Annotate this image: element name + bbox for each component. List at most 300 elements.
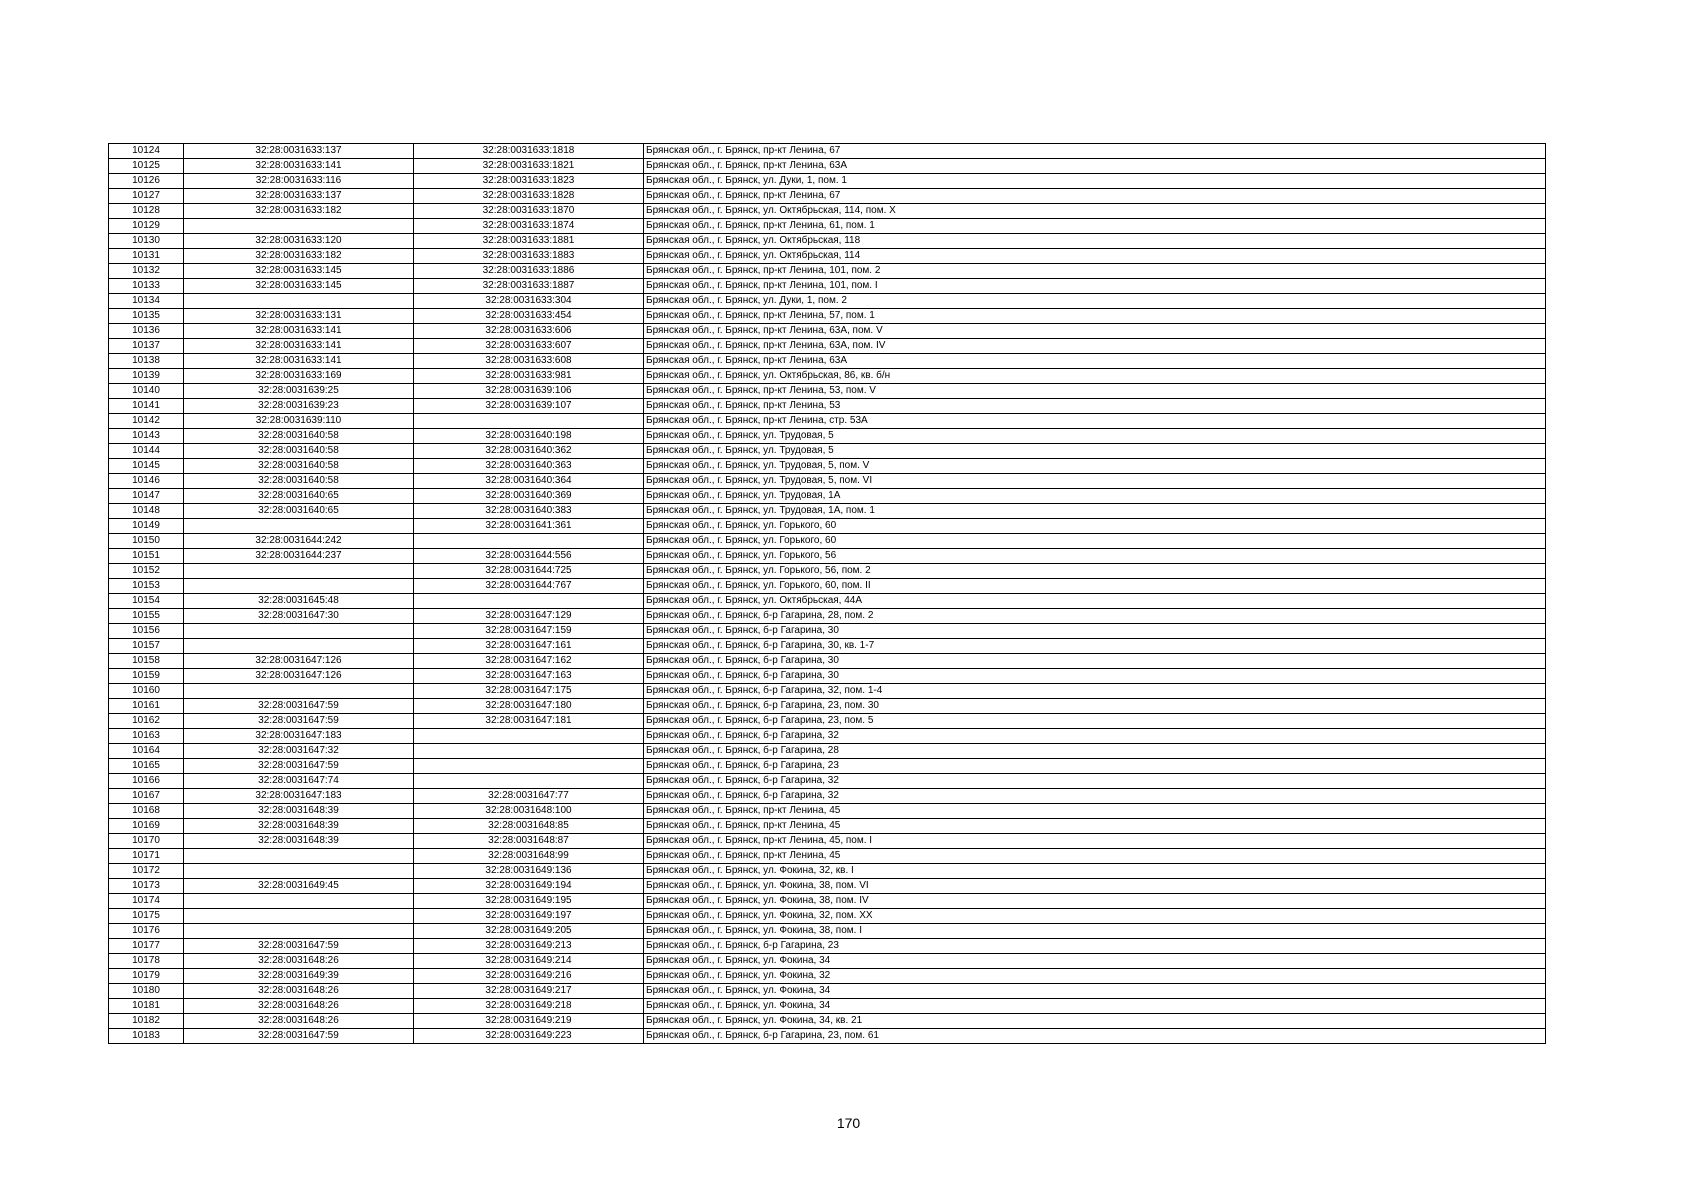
object-number-cell: 32:28:0031640:198 <box>414 429 644 444</box>
row-number-cell: 10156 <box>109 624 184 639</box>
land-plot-number-cell: 32:28:0031647:59 <box>184 759 414 774</box>
row-number-cell: 10146 <box>109 474 184 489</box>
row-number-cell: 10136 <box>109 324 184 339</box>
land-plot-number-cell: 32:28:0031648:26 <box>184 954 414 969</box>
row-number-cell: 10138 <box>109 354 184 369</box>
table-row <box>109 594 1546 609</box>
address-cell: Брянская обл., г. Брянск, пр-кт Ленина, стр. 53А <box>644 414 1546 429</box>
object-number-cell: 32:28:0031648:100 <box>414 804 644 819</box>
object-number-cell: 32:28:0031647:175 <box>414 684 644 699</box>
address-cell: Брянская обл., г. Брянск, б-р Гагарина, 23, пом. 5 <box>644 714 1546 729</box>
object-number-cell: 32:28:0031633:1881 <box>414 234 644 249</box>
address-cell: Брянская обл., г. Брянск, ул. Горького, 60, пом. II <box>644 579 1546 594</box>
address-cell: Брянская обл., г. Брянск, б-р Гагарина, 30 <box>644 654 1546 669</box>
row-number-cell: 10152 <box>109 564 184 579</box>
address-cell: Брянская обл., г. Брянск, ул. Горького, 56 <box>644 549 1546 564</box>
object-number-cell: 32:28:0031649:194 <box>414 879 644 894</box>
table-row <box>109 894 1546 909</box>
row-number-cell: 10127 <box>109 189 184 204</box>
table-row <box>109 729 1546 744</box>
object-number-cell: 32:28:0031648:85 <box>414 819 644 834</box>
land-plot-number-cell <box>184 294 414 309</box>
object-number-cell: 32:28:0031633:1818 <box>414 144 644 159</box>
object-number-cell: 32:28:0031649:214 <box>414 954 644 969</box>
row-number-cell: 10170 <box>109 834 184 849</box>
land-plot-number-cell <box>184 579 414 594</box>
object-number-cell: 32:28:0031647:180 <box>414 699 644 714</box>
land-plot-number-cell: 32:28:0031633:116 <box>184 174 414 189</box>
object-number-cell <box>414 774 644 789</box>
row-number-cell: 10166 <box>109 774 184 789</box>
address-cell: Брянская обл., г. Брянск, ул. Фокина, 32, пом. XX <box>644 909 1546 924</box>
row-number-cell: 10142 <box>109 414 184 429</box>
address-cell: Брянская обл., г. Брянск, б-р Гагарина, 32 <box>644 789 1546 804</box>
land-plot-number-cell: 32:28:0031648:26 <box>184 1014 414 1029</box>
row-number-cell: 10164 <box>109 744 184 759</box>
row-number-cell: 10173 <box>109 879 184 894</box>
land-plot-number-cell: 32:28:0031633:145 <box>184 279 414 294</box>
address-cell: Брянская обл., г. Брянск, б-р Гагарина, 23 <box>644 759 1546 774</box>
table-row <box>109 234 1546 249</box>
land-plot-number-cell: 32:28:0031648:39 <box>184 834 414 849</box>
table-row <box>109 954 1546 969</box>
address-cell: Брянская обл., г. Брянск, пр-кт Ленина, 67 <box>644 189 1546 204</box>
land-plot-number-cell: 32:28:0031633:131 <box>184 309 414 324</box>
table-row <box>109 189 1546 204</box>
row-number-cell: 10154 <box>109 594 184 609</box>
object-number-cell <box>414 414 644 429</box>
table-row <box>109 489 1546 504</box>
land-plot-number-cell: 32:28:0031640:58 <box>184 444 414 459</box>
table-row <box>109 969 1546 984</box>
row-number-cell: 10140 <box>109 384 184 399</box>
row-number-cell: 10147 <box>109 489 184 504</box>
address-cell: Брянская обл., г. Брянск, ул. Фокина, 32 <box>644 969 1546 984</box>
address-cell: Брянская обл., г. Брянск, ул. Фокина, 38, пом. VI <box>644 879 1546 894</box>
address-cell: Брянская обл., г. Брянск, б-р Гагарина, 28 <box>644 744 1546 759</box>
object-number-cell <box>414 534 644 549</box>
object-number-cell: 32:28:0031649:219 <box>414 1014 644 1029</box>
address-cell: Брянская обл., г. Брянск, пр-кт Ленина, 61, пом. 1 <box>644 219 1546 234</box>
row-number-cell: 10177 <box>109 939 184 954</box>
object-number-cell: 32:28:0031649:213 <box>414 939 644 954</box>
address-cell: Брянская обл., г. Брянск, пр-кт Ленина, 45 <box>644 849 1546 864</box>
table-row <box>109 159 1546 174</box>
land-plot-number-cell: 32:28:0031639:110 <box>184 414 414 429</box>
table-row <box>109 444 1546 459</box>
row-number-cell: 10153 <box>109 579 184 594</box>
address-cell: Брянская обл., г. Брянск, пр-кт Ленина, 63А, пом. IV <box>644 339 1546 354</box>
object-number-cell <box>414 744 644 759</box>
object-number-cell: 32:28:0031633:608 <box>414 354 644 369</box>
object-number-cell: 32:28:0031647:163 <box>414 669 644 684</box>
land-plot-number-cell: 32:28:0031647:59 <box>184 714 414 729</box>
land-plot-number-cell: 32:28:0031647:74 <box>184 774 414 789</box>
table-row <box>109 399 1546 414</box>
table-row <box>109 939 1546 954</box>
address-cell: Брянская обл., г. Брянск, ул. Горького, 60 <box>644 534 1546 549</box>
table-row <box>109 549 1546 564</box>
table-row <box>109 834 1546 849</box>
object-number-cell: 32:28:0031633:1886 <box>414 264 644 279</box>
table-row <box>109 804 1546 819</box>
row-number-cell: 10178 <box>109 954 184 969</box>
row-number-cell: 10163 <box>109 729 184 744</box>
row-number-cell: 10132 <box>109 264 184 279</box>
table-row <box>109 984 1546 999</box>
table-row <box>109 264 1546 279</box>
row-number-cell: 10158 <box>109 654 184 669</box>
row-number-cell: 10145 <box>109 459 184 474</box>
address-cell: Брянская обл., г. Брянск, б-р Гагарина, 32, пом. 1-4 <box>644 684 1546 699</box>
address-cell: Брянская обл., г. Брянск, б-р Гагарина, 23, пом. 30 <box>644 699 1546 714</box>
land-plot-number-cell: 32:28:0031633:141 <box>184 354 414 369</box>
land-plot-number-cell: 32:28:0031633:145 <box>184 264 414 279</box>
object-number-cell: 32:28:0031648:87 <box>414 834 644 849</box>
table-row <box>109 564 1546 579</box>
address-cell: Брянская обл., г. Брянск, ул. Трудовая, 5, пом. V <box>644 459 1546 474</box>
address-cell: Брянская обл., г. Брянск, ул. Фокина, 34 <box>644 954 1546 969</box>
table-row <box>109 219 1546 234</box>
address-cell: Брянская обл., г. Брянск, пр-кт Ленина, 101, пом. 2 <box>644 264 1546 279</box>
land-plot-number-cell: 32:28:0031633:182 <box>184 204 414 219</box>
table-row <box>109 744 1546 759</box>
row-number-cell: 10150 <box>109 534 184 549</box>
row-number-cell: 10157 <box>109 639 184 654</box>
row-number-cell: 10133 <box>109 279 184 294</box>
row-number-cell: 10129 <box>109 219 184 234</box>
land-plot-number-cell <box>184 639 414 654</box>
table-row <box>109 249 1546 264</box>
table-row <box>109 1014 1546 1029</box>
land-plot-number-cell: 32:28:0031647:183 <box>184 729 414 744</box>
object-number-cell: 32:28:0031641:361 <box>414 519 644 534</box>
row-number-cell: 10130 <box>109 234 184 249</box>
row-number-cell: 10161 <box>109 699 184 714</box>
land-plot-number-cell: 32:28:0031633:137 <box>184 144 414 159</box>
address-cell: Брянская обл., г. Брянск, б-р Гагарина, 30 <box>644 624 1546 639</box>
land-plot-number-cell: 32:28:0031640:65 <box>184 504 414 519</box>
address-cell: Брянская обл., г. Брянск, ул. Трудовая, 5 <box>644 444 1546 459</box>
address-cell: Брянская обл., г. Брянск, ул. Октябрьская, 114, пом. X <box>644 204 1546 219</box>
object-number-cell: 32:28:0031633:1828 <box>414 189 644 204</box>
row-number-cell: 10148 <box>109 504 184 519</box>
address-cell: Брянская обл., г. Брянск, б-р Гагарина, 23, пом. 61 <box>644 1029 1546 1044</box>
address-cell: Брянская обл., г. Брянск, б-р Гагарина, 30, кв. 1-7 <box>644 639 1546 654</box>
land-plot-number-cell: 32:28:0031639:25 <box>184 384 414 399</box>
object-number-cell: 32:28:0031647:159 <box>414 624 644 639</box>
object-number-cell: 32:28:0031649:197 <box>414 909 644 924</box>
land-plot-number-cell: 32:28:0031648:26 <box>184 984 414 999</box>
row-number-cell: 10182 <box>109 1014 184 1029</box>
land-plot-number-cell: 32:28:0031633:182 <box>184 249 414 264</box>
object-number-cell: 32:28:0031639:107 <box>414 399 644 414</box>
address-cell: Брянская обл., г. Брянск, пр-кт Ленина, 45 <box>644 804 1546 819</box>
table-row <box>109 669 1546 684</box>
address-cell: Брянская обл., г. Брянск, ул. Дуки, 1, пом. 1 <box>644 174 1546 189</box>
address-cell: Брянская обл., г. Брянск, б-р Гагарина, 32 <box>644 774 1546 789</box>
object-number-cell: 32:28:0031633:981 <box>414 369 644 384</box>
row-number-cell: 10172 <box>109 864 184 879</box>
object-number-cell: 32:28:0031640:362 <box>414 444 644 459</box>
table-row <box>109 759 1546 774</box>
object-number-cell <box>414 594 644 609</box>
row-number-cell: 10176 <box>109 924 184 939</box>
table-row <box>109 654 1546 669</box>
table-row <box>109 714 1546 729</box>
table-row <box>109 474 1546 489</box>
row-number-cell: 10175 <box>109 909 184 924</box>
land-plot-number-cell <box>184 924 414 939</box>
object-number-cell: 32:28:0031640:369 <box>414 489 644 504</box>
object-number-cell: 32:28:0031633:304 <box>414 294 644 309</box>
row-number-cell: 10167 <box>109 789 184 804</box>
table-row <box>109 789 1546 804</box>
table-row <box>109 909 1546 924</box>
address-cell: Брянская обл., г. Брянск, пр-кт Ленина, 45 <box>644 819 1546 834</box>
land-plot-number-cell: 32:28:0031640:58 <box>184 474 414 489</box>
table-row <box>109 354 1546 369</box>
table-row <box>109 534 1546 549</box>
address-cell: Брянская обл., г. Брянск, ул. Фокина, 32, кв. I <box>644 864 1546 879</box>
land-plot-number-cell: 32:28:0031647:126 <box>184 669 414 684</box>
address-cell: Брянская обл., г. Брянск, ул. Трудовая, 5, пом. VI <box>644 474 1546 489</box>
address-cell: Брянская обл., г. Брянск, ул. Октябрьская, 118 <box>644 234 1546 249</box>
table-row <box>109 879 1546 894</box>
address-cell: Брянская обл., г. Брянск, б-р Гагарина, 32 <box>644 729 1546 744</box>
row-number-cell: 10174 <box>109 894 184 909</box>
table-row <box>109 849 1546 864</box>
address-cell: Брянская обл., г. Брянск, ул. Дуки, 1, пом. 2 <box>644 294 1546 309</box>
row-number-cell: 10124 <box>109 144 184 159</box>
registry-table-body <box>109 144 1546 1044</box>
address-cell: Брянская обл., г. Брянск, ул. Октябрьская, 114 <box>644 249 1546 264</box>
land-plot-number-cell <box>184 909 414 924</box>
row-number-cell: 10183 <box>109 1029 184 1044</box>
row-number-cell: 10134 <box>109 294 184 309</box>
row-number-cell: 10160 <box>109 684 184 699</box>
address-cell: Брянская обл., г. Брянск, ул. Фокина, 38, пом. I <box>644 924 1546 939</box>
address-cell: Брянская обл., г. Брянск, пр-кт Ленина, 53, пом. V <box>644 384 1546 399</box>
object-number-cell: 32:28:0031633:1874 <box>414 219 644 234</box>
row-number-cell: 10149 <box>109 519 184 534</box>
table-row <box>109 339 1546 354</box>
object-number-cell: 32:28:0031633:1823 <box>414 174 644 189</box>
table-row <box>109 774 1546 789</box>
address-cell: Брянская обл., г. Брянск, пр-кт Ленина, 63А <box>644 159 1546 174</box>
land-plot-number-cell <box>184 684 414 699</box>
address-cell: Брянская обл., г. Брянск, ул. Фокина, 34 <box>644 984 1546 999</box>
row-number-cell: 10125 <box>109 159 184 174</box>
land-plot-number-cell <box>184 624 414 639</box>
object-number-cell: 32:28:0031648:99 <box>414 849 644 864</box>
registry-table <box>108 143 1546 1044</box>
land-plot-number-cell: 32:28:0031633:169 <box>184 369 414 384</box>
object-number-cell: 32:28:0031633:606 <box>414 324 644 339</box>
land-plot-number-cell: 32:28:0031647:183 <box>184 789 414 804</box>
land-plot-number-cell: 32:28:0031644:237 <box>184 549 414 564</box>
land-plot-number-cell <box>184 219 414 234</box>
address-cell: Брянская обл., г. Брянск, б-р Гагарина, 28, пом. 2 <box>644 609 1546 624</box>
page-number: 170 <box>836 1115 861 1131</box>
table-row <box>109 684 1546 699</box>
land-plot-number-cell: 32:28:0031640:65 <box>184 489 414 504</box>
row-number-cell: 10169 <box>109 819 184 834</box>
object-number-cell: 32:28:0031633:607 <box>414 339 644 354</box>
address-cell: Брянская обл., г. Брянск, пр-кт Ленина, 67 <box>644 144 1546 159</box>
table-row <box>109 324 1546 339</box>
object-number-cell: 32:28:0031649:205 <box>414 924 644 939</box>
row-number-cell: 10165 <box>109 759 184 774</box>
row-number-cell: 10155 <box>109 609 184 624</box>
object-number-cell: 32:28:0031640:383 <box>414 504 644 519</box>
object-number-cell: 32:28:0031633:1821 <box>414 159 644 174</box>
table-row <box>109 414 1546 429</box>
address-cell: Брянская обл., г. Брянск, ул. Фокина, 38, пом. IV <box>644 894 1546 909</box>
row-number-cell: 10131 <box>109 249 184 264</box>
object-number-cell <box>414 759 644 774</box>
table-row <box>109 1029 1546 1044</box>
row-number-cell: 10168 <box>109 804 184 819</box>
land-plot-number-cell: 32:28:0031647:126 <box>184 654 414 669</box>
object-number-cell: 32:28:0031647:161 <box>414 639 644 654</box>
row-number-cell: 10159 <box>109 669 184 684</box>
address-cell: Брянская обл., г. Брянск, ул. Октябрьская, 86, кв. б/н <box>644 369 1546 384</box>
land-plot-number-cell: 32:28:0031633:141 <box>184 324 414 339</box>
address-cell: Брянская обл., г. Брянск, ул. Фокина, 34, кв. 21 <box>644 1014 1546 1029</box>
object-number-cell: 32:28:0031633:1887 <box>414 279 644 294</box>
land-plot-number-cell: 32:28:0031633:141 <box>184 159 414 174</box>
address-cell: Брянская обл., г. Брянск, пр-кт Ленина, 57, пом. 1 <box>644 309 1546 324</box>
row-number-cell: 10179 <box>109 969 184 984</box>
land-plot-number-cell <box>184 894 414 909</box>
address-cell: Брянская обл., г. Брянск, пр-кт Ленина, 45, пом. I <box>644 834 1546 849</box>
land-plot-number-cell: 32:28:0031644:242 <box>184 534 414 549</box>
object-number-cell: 32:28:0031649:217 <box>414 984 644 999</box>
table-row <box>109 204 1546 219</box>
row-number-cell: 10162 <box>109 714 184 729</box>
object-number-cell: 32:28:0031649:218 <box>414 999 644 1014</box>
table-row <box>109 819 1546 834</box>
address-cell: Брянская обл., г. Брянск, ул. Октябрьская, 44А <box>644 594 1546 609</box>
land-plot-number-cell: 32:28:0031647:32 <box>184 744 414 759</box>
table-row <box>109 384 1546 399</box>
row-number-cell: 10135 <box>109 309 184 324</box>
object-number-cell: 32:28:0031649:195 <box>414 894 644 909</box>
land-plot-number-cell: 32:28:0031640:58 <box>184 459 414 474</box>
address-cell: Брянская обл., г. Брянск, пр-кт Ленина, 53 <box>644 399 1546 414</box>
land-plot-number-cell: 32:28:0031649:45 <box>184 879 414 894</box>
land-plot-number-cell: 32:28:0031647:59 <box>184 939 414 954</box>
row-number-cell: 10141 <box>109 399 184 414</box>
object-number-cell: 32:28:0031639:106 <box>414 384 644 399</box>
land-plot-number-cell: 32:28:0031647:30 <box>184 609 414 624</box>
land-plot-number-cell: 32:28:0031647:59 <box>184 1029 414 1044</box>
address-cell: Брянская обл., г. Брянск, пр-кт Ленина, 63А, пом. V <box>644 324 1546 339</box>
table-row <box>109 519 1546 534</box>
row-number-cell: 10126 <box>109 174 184 189</box>
object-number-cell: 32:28:0031649:216 <box>414 969 644 984</box>
land-plot-number-cell: 32:28:0031633:141 <box>184 339 414 354</box>
address-cell: Брянская обл., г. Брянск, б-р Гагарина, 23 <box>644 939 1546 954</box>
row-number-cell: 10144 <box>109 444 184 459</box>
table-row <box>109 639 1546 654</box>
row-number-cell: 10128 <box>109 204 184 219</box>
row-number-cell: 10151 <box>109 549 184 564</box>
object-number-cell: 32:28:0031644:556 <box>414 549 644 564</box>
land-plot-number-cell <box>184 849 414 864</box>
address-cell: Брянская обл., г. Брянск, пр-кт Ленина, 101, пом. I <box>644 279 1546 294</box>
object-number-cell: 32:28:0031647:129 <box>414 609 644 624</box>
address-cell: Брянская обл., г. Брянск, ул. Горького, 56, пом. 2 <box>644 564 1546 579</box>
table-row <box>109 864 1546 879</box>
object-number-cell: 32:28:0031633:454 <box>414 309 644 324</box>
object-number-cell: 32:28:0031649:136 <box>414 864 644 879</box>
row-number-cell: 10139 <box>109 369 184 384</box>
object-number-cell: 32:28:0031633:1870 <box>414 204 644 219</box>
address-cell: Брянская обл., г. Брянск, ул. Трудовая, 1А <box>644 489 1546 504</box>
land-plot-number-cell: 32:28:0031633:120 <box>184 234 414 249</box>
object-number-cell: 32:28:0031647:181 <box>414 714 644 729</box>
object-number-cell <box>414 729 644 744</box>
land-plot-number-cell <box>184 519 414 534</box>
table-row <box>109 699 1546 714</box>
table-row <box>109 999 1546 1014</box>
table-row <box>109 174 1546 189</box>
object-number-cell: 32:28:0031644:767 <box>414 579 644 594</box>
row-number-cell: 10180 <box>109 984 184 999</box>
object-number-cell: 32:28:0031640:364 <box>414 474 644 489</box>
table-row <box>109 924 1546 939</box>
address-cell: Брянская обл., г. Брянск, б-р Гагарина, 30 <box>644 669 1546 684</box>
row-number-cell: 10143 <box>109 429 184 444</box>
land-plot-number-cell: 32:28:0031649:39 <box>184 969 414 984</box>
table-row <box>109 429 1546 444</box>
address-cell: Брянская обл., г. Брянск, ул. Трудовая, 1А, пом. 1 <box>644 504 1546 519</box>
land-plot-number-cell: 32:28:0031633:137 <box>184 189 414 204</box>
land-plot-number-cell <box>184 864 414 879</box>
address-cell: Брянская обл., г. Брянск, ул. Трудовая, 5 <box>644 429 1546 444</box>
row-number-cell: 10171 <box>109 849 184 864</box>
table-row <box>109 279 1546 294</box>
object-number-cell: 32:28:0031649:223 <box>414 1029 644 1044</box>
address-cell: Брянская обл., г. Брянск, пр-кт Ленина, 63А <box>644 354 1546 369</box>
table-row <box>109 369 1546 384</box>
land-plot-number-cell: 32:28:0031647:59 <box>184 699 414 714</box>
table-row <box>109 459 1546 474</box>
table-row <box>109 624 1546 639</box>
object-number-cell: 32:28:0031640:363 <box>414 459 644 474</box>
table-row <box>109 609 1546 624</box>
row-number-cell: 10137 <box>109 339 184 354</box>
table-row <box>109 579 1546 594</box>
object-number-cell: 32:28:0031644:725 <box>414 564 644 579</box>
object-number-cell: 32:28:0031633:1883 <box>414 249 644 264</box>
row-number-cell: 10181 <box>109 999 184 1014</box>
land-plot-number-cell: 32:28:0031648:39 <box>184 819 414 834</box>
table-row <box>109 309 1546 324</box>
land-plot-number-cell <box>184 564 414 579</box>
land-plot-number-cell: 32:28:0031648:26 <box>184 999 414 1014</box>
address-cell: Брянская обл., г. Брянск, ул. Горького, 60 <box>644 519 1546 534</box>
land-plot-number-cell: 32:28:0031645:48 <box>184 594 414 609</box>
object-number-cell: 32:28:0031647:162 <box>414 654 644 669</box>
object-number-cell: 32:28:0031647:77 <box>414 789 644 804</box>
table-row <box>109 294 1546 309</box>
land-plot-number-cell: 32:28:0031648:39 <box>184 804 414 819</box>
table-row <box>109 144 1546 159</box>
table-row <box>109 504 1546 519</box>
